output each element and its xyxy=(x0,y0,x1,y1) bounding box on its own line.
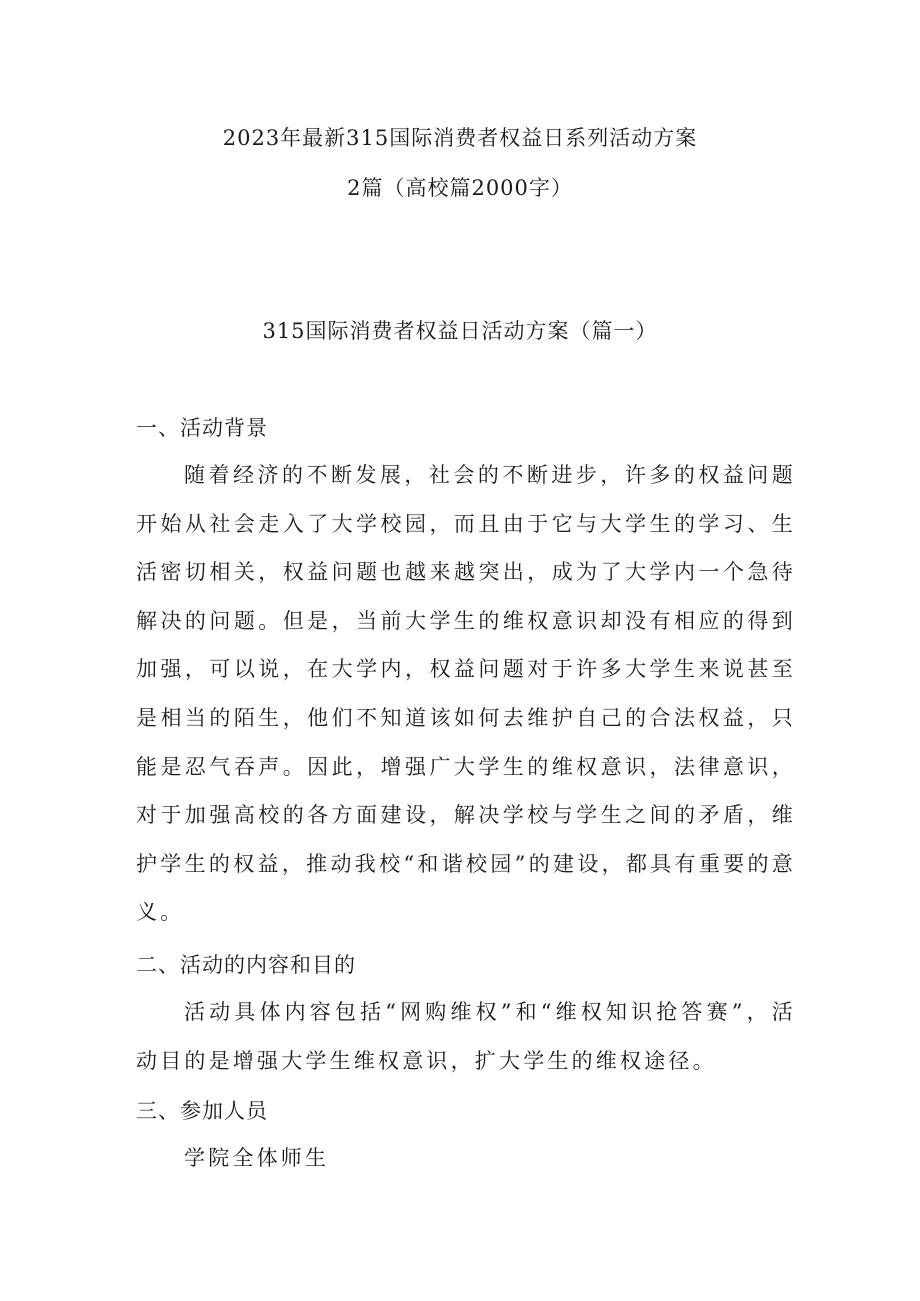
paragraph-content-purpose: 活动具体内容包括“网购维权”和“维权知识抢答赛”，活动目的是增强大学生维权意识，扩大学生的维权途径。 xyxy=(136,1000,796,1073)
heading-content-purpose: 二、活动的内容和目的 xyxy=(136,953,356,977)
paragraph-background: 随着经济的不断发展，社会的不断进步，许多的权益问题开始从社会走入了大学校园，而且由于它与大学生的学习、生活密切相关，权益问题也越来越突出，成为了大学内一个急待解决的问题。但是，当前大学生的维权意识却没有相应的得到加强，可以说，在大学内，权益问题对于许多大学生来说甚至是相当的陌生，他们不知道该如何去维护自己的合法权益，只能是忍气吞声。因此，增强广大学生的维权意识，法律意识，对于加强高校的各方面建设，解决学校与学生之间的矛盾，维护学生的权益，推动我校“和谐校园”的建设，都具有重要的意义。 xyxy=(136,463,796,925)
document-title-line-1: 2023年最新315国际消费者权益日系列活动方案 xyxy=(222,126,698,150)
paragraph-participants: 学院全体师生 xyxy=(184,1146,330,1170)
heading-background: 一、活动背景 xyxy=(136,416,268,440)
section-subtitle: 315国际消费者权益日活动方案（篇一） xyxy=(262,319,658,343)
document-title-line-2: 2篇（高校篇2000字） xyxy=(347,176,573,200)
heading-participants: 三、参加人员 xyxy=(136,1099,268,1123)
